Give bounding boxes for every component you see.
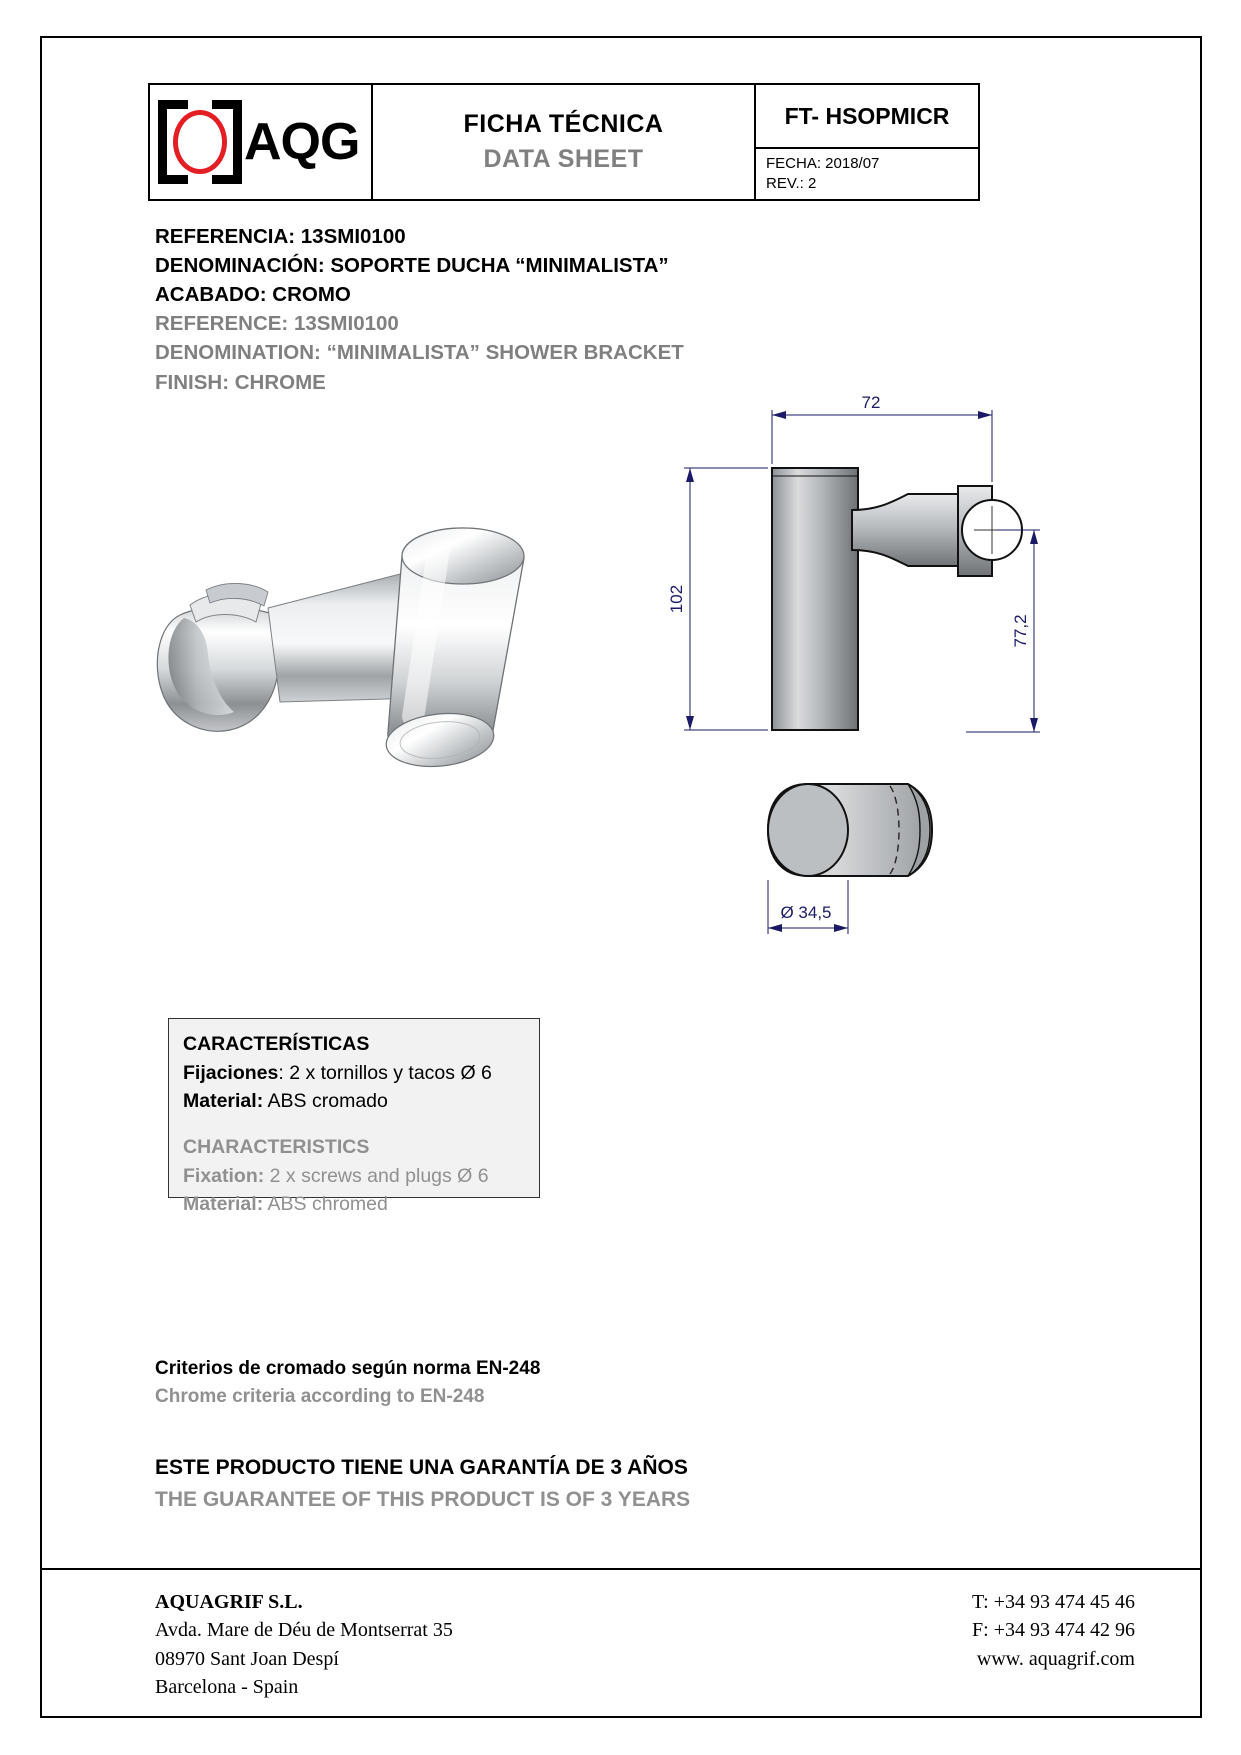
finish-en: FINISH: CHROME	[155, 370, 326, 394]
denomination-en: DENOMINATION: “MINIMALISTA” SHOWER BRACKET	[155, 341, 684, 365]
chrome-criteria-es: Criterios de cromado según norma EN-248	[155, 1358, 541, 1379]
document-code-cell	[756, 85, 978, 199]
fixation-value-en: 2 x screws and plugs Ø 6	[264, 1164, 489, 1187]
reference-en: REFERENCE: 13SMI0100	[155, 312, 399, 336]
photo-hook-part	[157, 583, 290, 731]
guarantee-es: ESTE PRODUCTO TIENE UNA GARANTÍA DE 3 AÑOS	[155, 1456, 688, 1479]
document-date: FECHA: 2018/07	[766, 154, 880, 172]
characteristics-material-en	[183, 1190, 539, 1218]
dim-label-772: 77,2	[1011, 614, 1030, 648]
fixation-label-es: Fijaciones	[183, 1062, 279, 1084]
dim-label-102: 102	[667, 584, 686, 614]
guarantee-note	[155, 1452, 1005, 1515]
guarantee-en: THE GUARANTEE OF THIS PRODUCT IS OF 3 YEARS	[155, 1487, 691, 1511]
reference-block	[155, 222, 915, 397]
document-title-cell	[373, 85, 756, 199]
dim-label-72: 72	[861, 393, 881, 412]
aqg-bracket-logo-icon	[158, 100, 242, 184]
document-code: FT- HSOPMICR	[756, 85, 978, 149]
address-line-3: Barcelona - Spain	[155, 1676, 299, 1699]
fixation-label-en: Fixation:	[183, 1164, 265, 1187]
drawing-side-view	[768, 784, 932, 934]
characteristics-box	[168, 1018, 540, 1215]
address-line-2: 08970 Sant Joan Despí	[155, 1647, 339, 1670]
chrome-criteria-en: Chrome criteria according to EN-248	[155, 1385, 485, 1407]
contact-website[interactable]: www. aquagrif.com	[976, 1647, 1135, 1670]
red-ellipse-icon	[173, 110, 227, 174]
brand-logo-cell	[150, 85, 373, 199]
title-english: DATA SHEET	[483, 145, 644, 173]
company-address	[155, 1588, 453, 1702]
material-label-es: Material:	[183, 1090, 264, 1113]
brand-name: AQG	[244, 113, 360, 171]
contact-phone: T: +34 93 474 45 46	[971, 1591, 1135, 1613]
finish-es: ACABADO: CROMO	[155, 283, 351, 307]
dim-label-345: Ø 34,5	[780, 903, 832, 922]
chrome-criteria-note	[155, 1355, 955, 1410]
drawing-front-view	[667, 393, 1040, 732]
address-line-1: Avda. Mare de Déu de Montserrat 35	[155, 1619, 453, 1642]
characteristics-fixation-en	[183, 1162, 539, 1190]
company-name: AQUAGRIF S.L.	[155, 1591, 303, 1613]
material-value-es: ABS cromado	[263, 1090, 388, 1113]
denomination-es: DENOMINACIÓN: SOPORTE DUCHA “MINIMALISTA”	[155, 254, 669, 278]
photo-barrel-part	[384, 528, 524, 772]
document-revision: REV.: 2	[766, 175, 817, 192]
technical-drawings	[640, 390, 1060, 970]
footer-divider	[42, 1568, 1200, 1570]
company-contact	[972, 1588, 1155, 1702]
reference-es: REFERENCIA: 13SMI0100	[155, 225, 406, 248]
footer	[155, 1588, 1155, 1702]
header-table	[148, 83, 980, 201]
contact-fax: F: +34 93 474 42 96	[972, 1619, 1135, 1642]
document-meta	[756, 149, 978, 199]
title-spanish: FICHA TÉCNICA	[463, 110, 664, 138]
characteristics-fixation-es	[183, 1059, 539, 1087]
characteristics-title-en: CHARACTERISTICS	[183, 1135, 370, 1158]
fixation-value-es: : 2 x tornillos y tacos Ø 6	[278, 1062, 492, 1084]
material-value-en: ABS chromed	[263, 1192, 388, 1215]
product-photo	[140, 440, 590, 800]
characteristics-material-es	[183, 1087, 539, 1115]
dim-height-102	[684, 468, 768, 730]
characteristics-title-es: CARACTERÍSTICAS	[183, 1033, 370, 1055]
material-label-en: Material:	[183, 1192, 264, 1215]
